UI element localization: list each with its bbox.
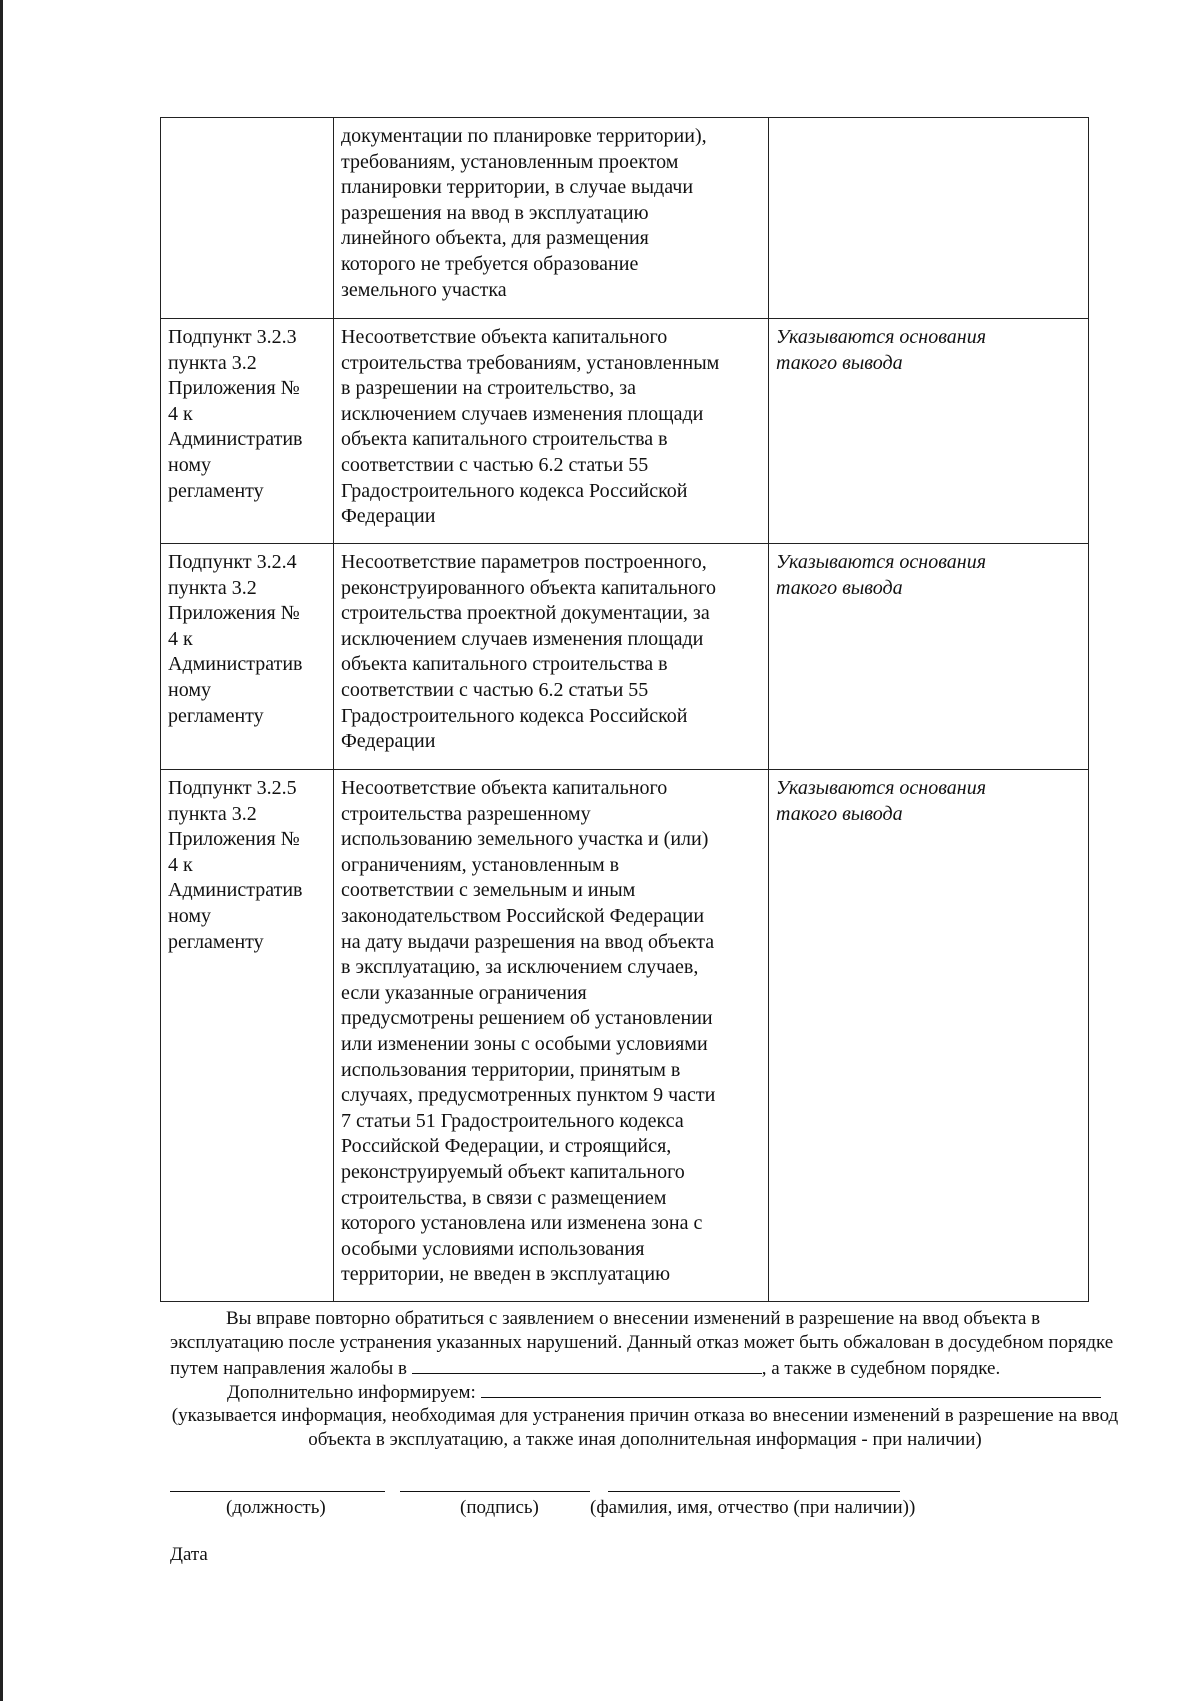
position-label: (должность)	[226, 1497, 326, 1518]
legal-reference-text: Подпункт 3.2.4 пункта 3.2 Приложения № 4 к Административ ному регламенту	[168, 551, 303, 727]
refusal-ground-cell	[334, 118, 769, 319]
appeal-authority-blank	[412, 1355, 762, 1374]
explanation-cell	[769, 544, 1089, 770]
table-row	[161, 544, 1089, 770]
legal-reference-cell	[161, 770, 334, 1302]
full-name-signature-line	[608, 1491, 900, 1492]
additional-info-line	[227, 1379, 1127, 1405]
legal-reference-text: Подпункт 3.2.3 пункта 3.2 Приложения № 4 к Административ ному регламенту	[168, 326, 303, 502]
appeal-notice-text: Вы вправе повторно обратиться с заявлением о внесении изменений в разрешение на ввод объекта в эксплуатацию после устранения указанных нарушений. Данный отказ может быть обжалован в досудебном порядке путем направления жалобы в	[170, 1308, 1114, 1379]
legal-reference-text: Подпункт 3.2.5 пункта 3.2 Приложения № 4 к Административ ному регламенту	[168, 777, 303, 953]
explanation-text: Указываются основания такого вывода	[776, 551, 986, 599]
explanation-cell	[769, 770, 1089, 1302]
additional-info-blank	[481, 1379, 1101, 1398]
position-signature-line	[170, 1491, 385, 1492]
table-row	[161, 118, 1089, 319]
signature-label: (подпись)	[460, 1497, 539, 1518]
refusal-ground-cell	[334, 544, 769, 770]
additional-info-label: Дополнительно информируем:	[227, 1382, 476, 1403]
legal-reference-cell	[161, 118, 334, 319]
refusal-grounds-table	[160, 117, 1089, 1302]
refusal-ground-text: документации по планировке территории), требованиям, установленным проектом планировки территории, в случае выдачи разрешения на ввод в эксплуатацию линейного объекта, для размещения которого не требуется образование земельного участка	[341, 125, 707, 301]
table-row	[161, 319, 1089, 544]
refusal-ground-cell	[334, 770, 769, 1302]
signature-line	[400, 1491, 590, 1492]
legal-reference-cell	[161, 319, 334, 544]
explanation-cell	[769, 118, 1089, 319]
date-label: Дата	[170, 1544, 208, 1565]
explanation-text: Указываются основания такого вывода	[776, 326, 986, 374]
full-name-label: (фамилия, имя, отчество (при наличии))	[590, 1497, 916, 1518]
table-row	[161, 770, 1089, 1302]
explanation-text: Указываются основания такого вывода	[776, 777, 986, 825]
explanation-cell	[769, 319, 1089, 544]
refusal-ground-text: Несоответствие параметров построенного, реконструированного объекта капитального строительства проектной документации, за исключением случаев изменения площади объекта капитального строительства в соответствии с частью 6.2 статьи 55 Градостроительного кодекса Российской Федерации	[341, 551, 716, 753]
legal-reference-cell	[161, 544, 334, 770]
additional-info-note: (указывается информация, необходимая для устранения причин отказа во внесении изменений в разрешение на ввод объекта в эксплуатацию, а также иная дополнительная информация - при наличии)	[171, 1405, 1119, 1450]
appeal-notice-ending: , а также в судебном порядке.	[761, 1358, 1001, 1379]
refusal-ground-text: Несоответствие объекта капитального строительства требованиям, установленным в разрешении на строительство, за исключением случаев изменения площади объекта капитального строительства в соответствии с частью 6.2 статьи 55 Градостроительного кодекса Российской Федерации	[341, 326, 720, 528]
refusal-ground-text: Несоответствие объекта капитального строительства разрешенному использованию земельного участка и (или) ограничениям, установленным в соответствии с земельным и иным законодательством Российской Федерации на дату выдачи разрешения на ввод объекта в эксплуатацию, за исключением случаев, если указанные ограничения предусмотрены решением об установлении или изменении зоны с особыми условиями использования территории, принятым в случаях, предусмотренных пунктом 9 части 7 статьи 51 Градостроительного кодекса Российской Федерации, и строящийся, реконструируемый объект капитального строительства, в связи с размещением которого установлена или изменена зона с особыми условиями использования территории, не введен в эксплуатацию	[341, 777, 716, 1286]
appeal-notice-paragraph	[170, 1307, 1120, 1381]
page-edge	[0, 0, 3, 1701]
refusal-ground-cell	[334, 319, 769, 544]
